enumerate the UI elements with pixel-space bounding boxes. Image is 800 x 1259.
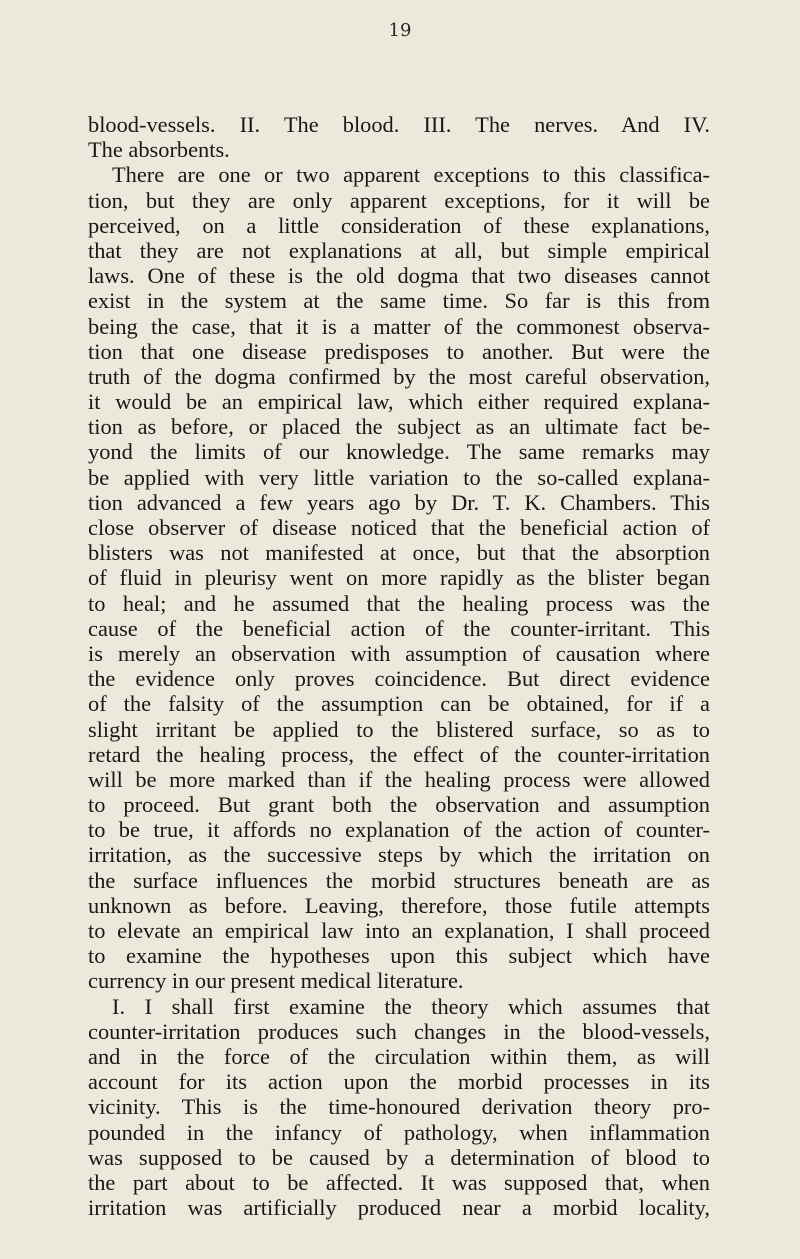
text-line: of fluid in pleurisy went on more rapidly as the blister began xyxy=(88,565,710,591)
text-line: truth of the dogma confirmed by the most careful observation, xyxy=(88,363,710,389)
text-line: that they are not explanations at all, but simple empirical xyxy=(88,237,710,263)
text-line: to be true, it affords no explanation of the action of counter- xyxy=(88,817,710,843)
text-line: tion that one disease predisposes to another. But were the xyxy=(88,338,710,364)
text-line: unknown as before. Leaving, therefore, those futile attempts xyxy=(88,892,710,918)
text-line: tion as before, or placed the subject as an ultimate fact be- xyxy=(88,414,710,440)
page-number: 19 xyxy=(388,20,412,41)
text-line: cause of the beneficial action of the counter-irritant. This xyxy=(88,615,710,641)
text-line: is merely an observation with assumption of causation where xyxy=(88,640,710,666)
text-line: will be more marked than if the healing process were allowed xyxy=(88,766,710,792)
text-line: close observer of disease noticed that the beneficial action of xyxy=(88,515,710,540)
text-line: to proceed. But grant both the observation and assumption xyxy=(88,792,710,818)
text-line: tion, but they are only apparent exceptions, for it will be xyxy=(88,187,710,213)
text-line: and in the force of the circulation within them, as will xyxy=(88,1043,710,1069)
text-line: it would be an empirical law, which either required explana- xyxy=(88,389,710,415)
text-line: was supposed to be caused by a determination of blood to xyxy=(88,1144,710,1170)
text-line: perceived, on a little consideration of these explanations, xyxy=(88,212,710,238)
text-line: being the case, that it is a matter of the commonest observa- xyxy=(88,313,710,339)
text-line: the evidence only proves coincidence. But direct evidence xyxy=(88,666,710,692)
text-line: There are one or two apparent exceptions to this classifica- xyxy=(112,162,710,188)
text-line: tion advanced a few years ago by Dr. T. K. Chambers. This xyxy=(88,489,710,515)
text-line: exist in the system at the same time. So far is this from xyxy=(88,288,710,314)
text-line: the part about to be affected. It was supposed that, when xyxy=(88,1169,710,1195)
text-line: pounded in the infancy of pathology, when inflammation xyxy=(88,1119,710,1145)
text-line: irritation, as the successive steps by which the irritation on xyxy=(88,842,710,868)
text-line: slight irritant be applied to the blistered surface, so as to xyxy=(88,716,710,742)
text-line: to examine the hypotheses upon this subject which have xyxy=(88,943,710,969)
text-line: irritation was artificially produced near a morbid locality, xyxy=(88,1195,710,1221)
text-line: the surface influences the morbid structures beneath are as xyxy=(88,867,710,893)
text-line: currency in our present medical literature. xyxy=(88,968,464,994)
text-line: to heal; and he assumed that the healing process was the xyxy=(88,590,710,616)
text-line: blood-vessels. II. The blood. III. The nerves. And IV. xyxy=(88,112,710,137)
text-line: The absorbents. xyxy=(88,137,230,163)
text-line: vicinity. This is the time-honoured derivation theory pro- xyxy=(88,1094,710,1120)
body-text xyxy=(88,112,710,1220)
text-line: counter-irritation produces such changes in the blood-vessels, xyxy=(88,1018,710,1044)
text-line: retard the healing process, the effect of the counter-irritation xyxy=(88,741,710,767)
text-line: I. I shall first examine the theory which assumes that xyxy=(112,993,710,1019)
text-line: be applied with very little variation to the so-called explana- xyxy=(88,464,710,490)
text-line: laws. One of these is the old dogma that two diseases cannot xyxy=(88,263,710,289)
text-line: to elevate an empirical law into an explanation, I shall proceed xyxy=(88,918,710,943)
text-line: of the falsity of the assumption can be obtained, for if a xyxy=(88,691,710,717)
text-line: account for its action upon the morbid processes in its xyxy=(88,1069,710,1095)
text-line: yond the limits of our knowledge. The same remarks may xyxy=(88,439,710,465)
text-line: blisters was not manifested at once, but that the absorption xyxy=(88,540,710,566)
